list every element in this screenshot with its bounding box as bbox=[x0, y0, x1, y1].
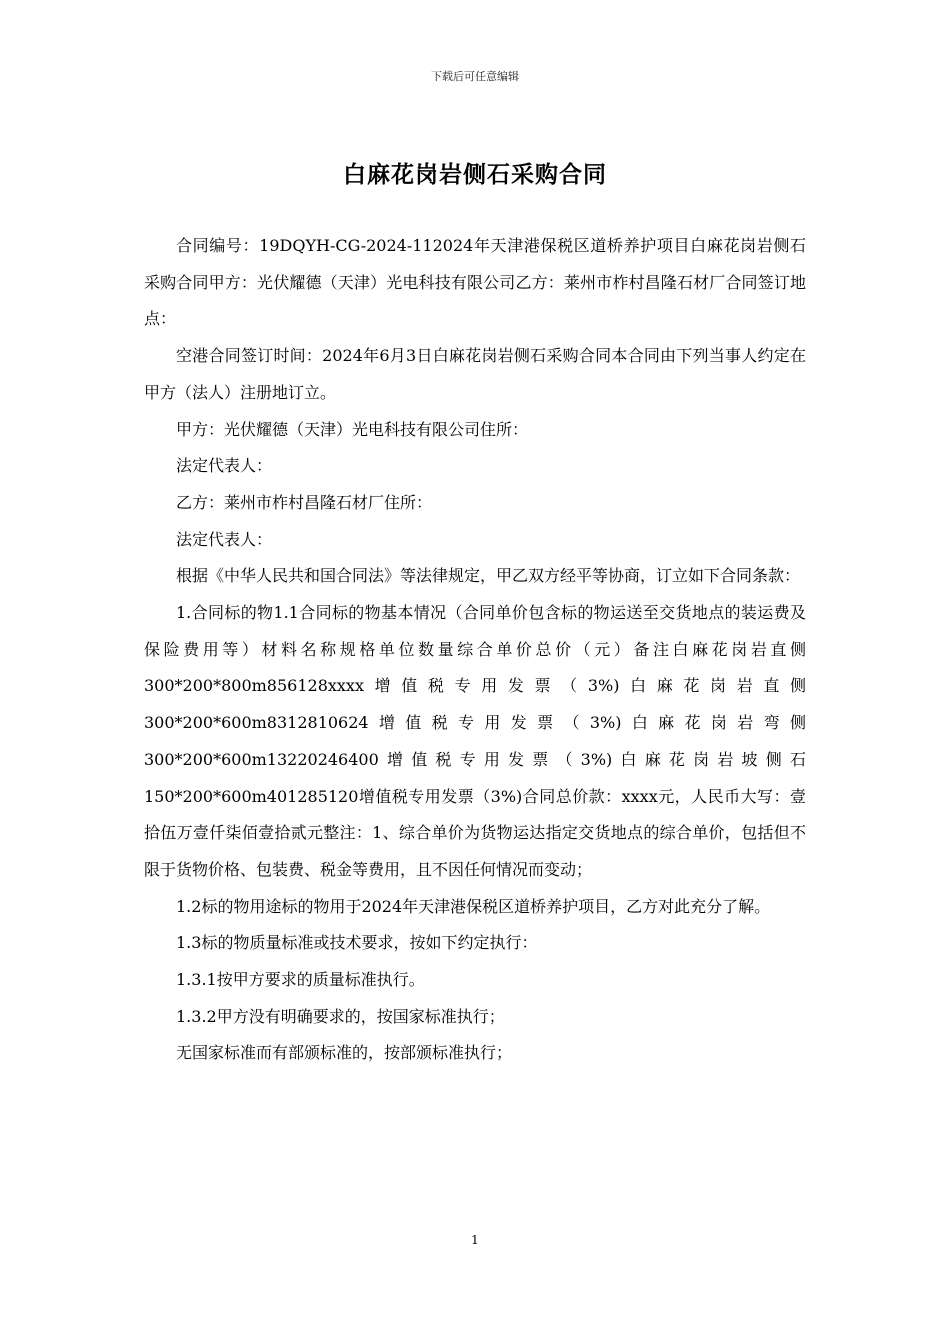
document-title: 白麻花岗岩侧石采购合同 bbox=[343, 161, 607, 188]
paragraph-clause-1-3: 1.3标的物质量标准或技术要求，按如下约定执行： bbox=[176, 933, 538, 953]
document-body bbox=[144, 228, 806, 1072]
paragraph-party-a-representative: 法定代表人： bbox=[176, 456, 273, 476]
paragraph-clause-1-3-1: 1.3.1按甲方要求的质量标准执行。 bbox=[176, 970, 425, 990]
paragraph-signing-time: 空港合同签订时间：2024年6月3日白麻花岗岩侧石采购合同本合同由下列当事人约定在甲方（法人）注册地订立。 bbox=[144, 346, 806, 402]
paragraph-contract-number: 合同编号：19DQYH-CG-2024-112024年天津港保税区道桥养护项目白麻花岗岩侧石采购合同甲方：光伏耀德（天津）光电科技有限公司乙方：莱州市柞村昌隆石材厂合同签订地点： bbox=[144, 236, 806, 329]
header-note: 下载后可任意编辑 bbox=[431, 70, 519, 83]
paragraph-clause-1-3-2: 1.3.2甲方没有明确要求的，按国家标准执行； bbox=[176, 1006, 505, 1026]
paragraph-party-b: 乙方：莱州市柞村昌隆石材厂住所： bbox=[176, 492, 433, 512]
paragraph-party-a: 甲方：光伏耀德（天津）光电科技有限公司住所： bbox=[176, 419, 529, 439]
paragraph-ministry-standard: 无国家标准而有部颁标准的，按部颁标准执行； bbox=[176, 1043, 513, 1063]
paragraph-legal-basis: 根据《中华人民共和国合同法》等法律规定，甲乙双方经平等协商，订立如下合同条款： bbox=[176, 566, 801, 586]
page-number: 1 bbox=[471, 1233, 479, 1247]
paragraph-clause-1-1: 1.合同标的物1.1合同标的物基本情况（合同单价包含标的物运送至交货地点的装运费及保险费用等）材料名称规格单位数量综合单价总价（元）备注白麻花岗岩直侧300*200*800m856128xxxx增值税专用发票（3%)白麻花岗岩直侧300*200*600m8312810624增值税专用发票（3%)白麻花岗岩弯侧300*200*600m13220246400增值税专用发票（3%)白麻花岗岩坡侧石150*200*600m401285120增值税专用发票（3%)合同总价款：xxxx元，人民币大写：壹拾伍万壹仟柒佰壹拾贰元整注：1、综合单价为货物运达指定交货地点的综合单价，包括但不限于货物价格、包装费、税金等费用，且不因任何情况而变动； bbox=[144, 603, 806, 879]
paragraph-clause-1-2: 1.2标的物用途标的物用于2024年天津港保税区道桥养护项目，乙方对此充分了解。 bbox=[176, 896, 771, 916]
paragraph-party-b-representative: 法定代表人： bbox=[176, 529, 273, 549]
